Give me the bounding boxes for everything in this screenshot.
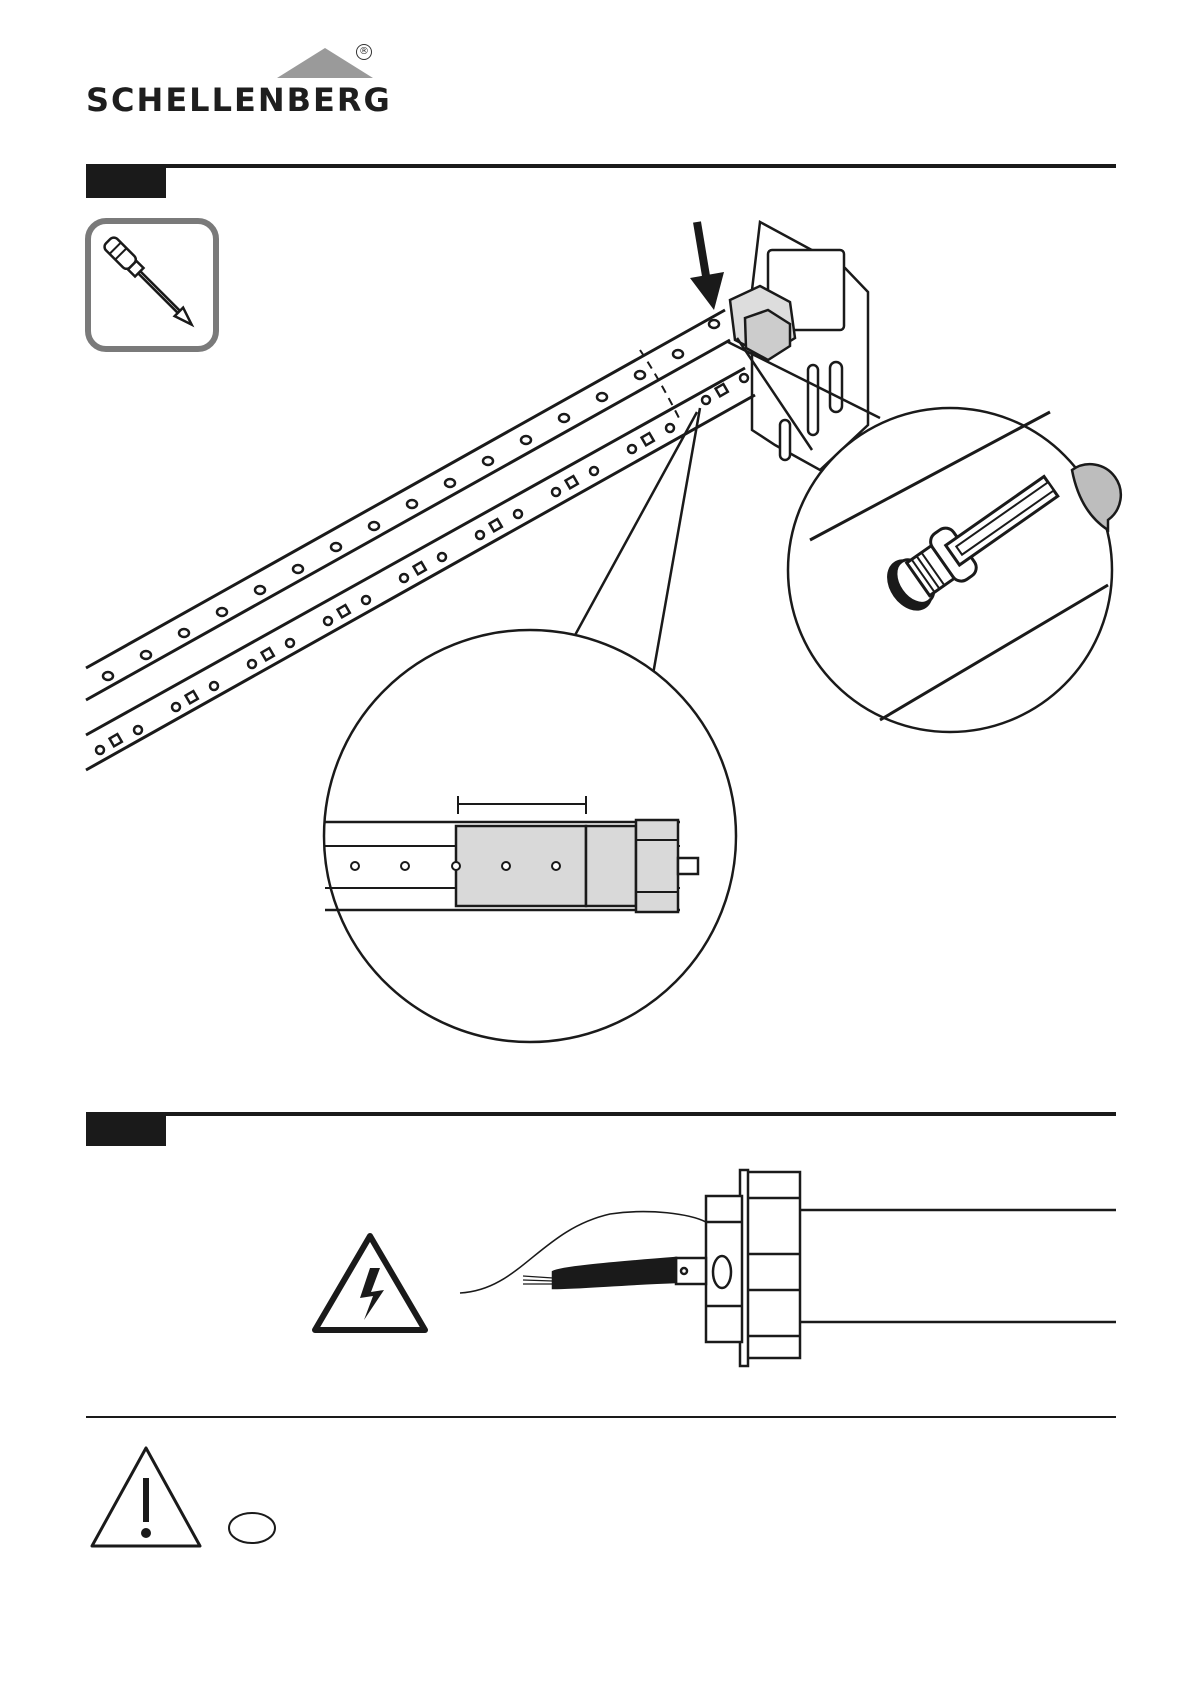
step-2-rule <box>86 1112 1116 1116</box>
detail-tube-end-view <box>324 408 736 1042</box>
high-voltage-warning-icon <box>315 1236 425 1330</box>
step-1-badge <box>86 166 166 198</box>
brand-logo-text: SCHELLENBERG <box>86 81 392 119</box>
exclamation-warning-icon <box>92 1448 200 1546</box>
motor-cable-view <box>460 1170 1116 1366</box>
language-oval-badge <box>229 1513 275 1543</box>
screwdriver-icon <box>88 221 216 349</box>
step-1-rule <box>86 164 1116 168</box>
registered-mark: ® <box>356 44 372 60</box>
step-2-badge <box>86 1114 166 1146</box>
warning-separator <box>86 1416 1116 1418</box>
tube-holes-upper <box>103 320 719 680</box>
down-arrow-icon <box>690 222 724 310</box>
